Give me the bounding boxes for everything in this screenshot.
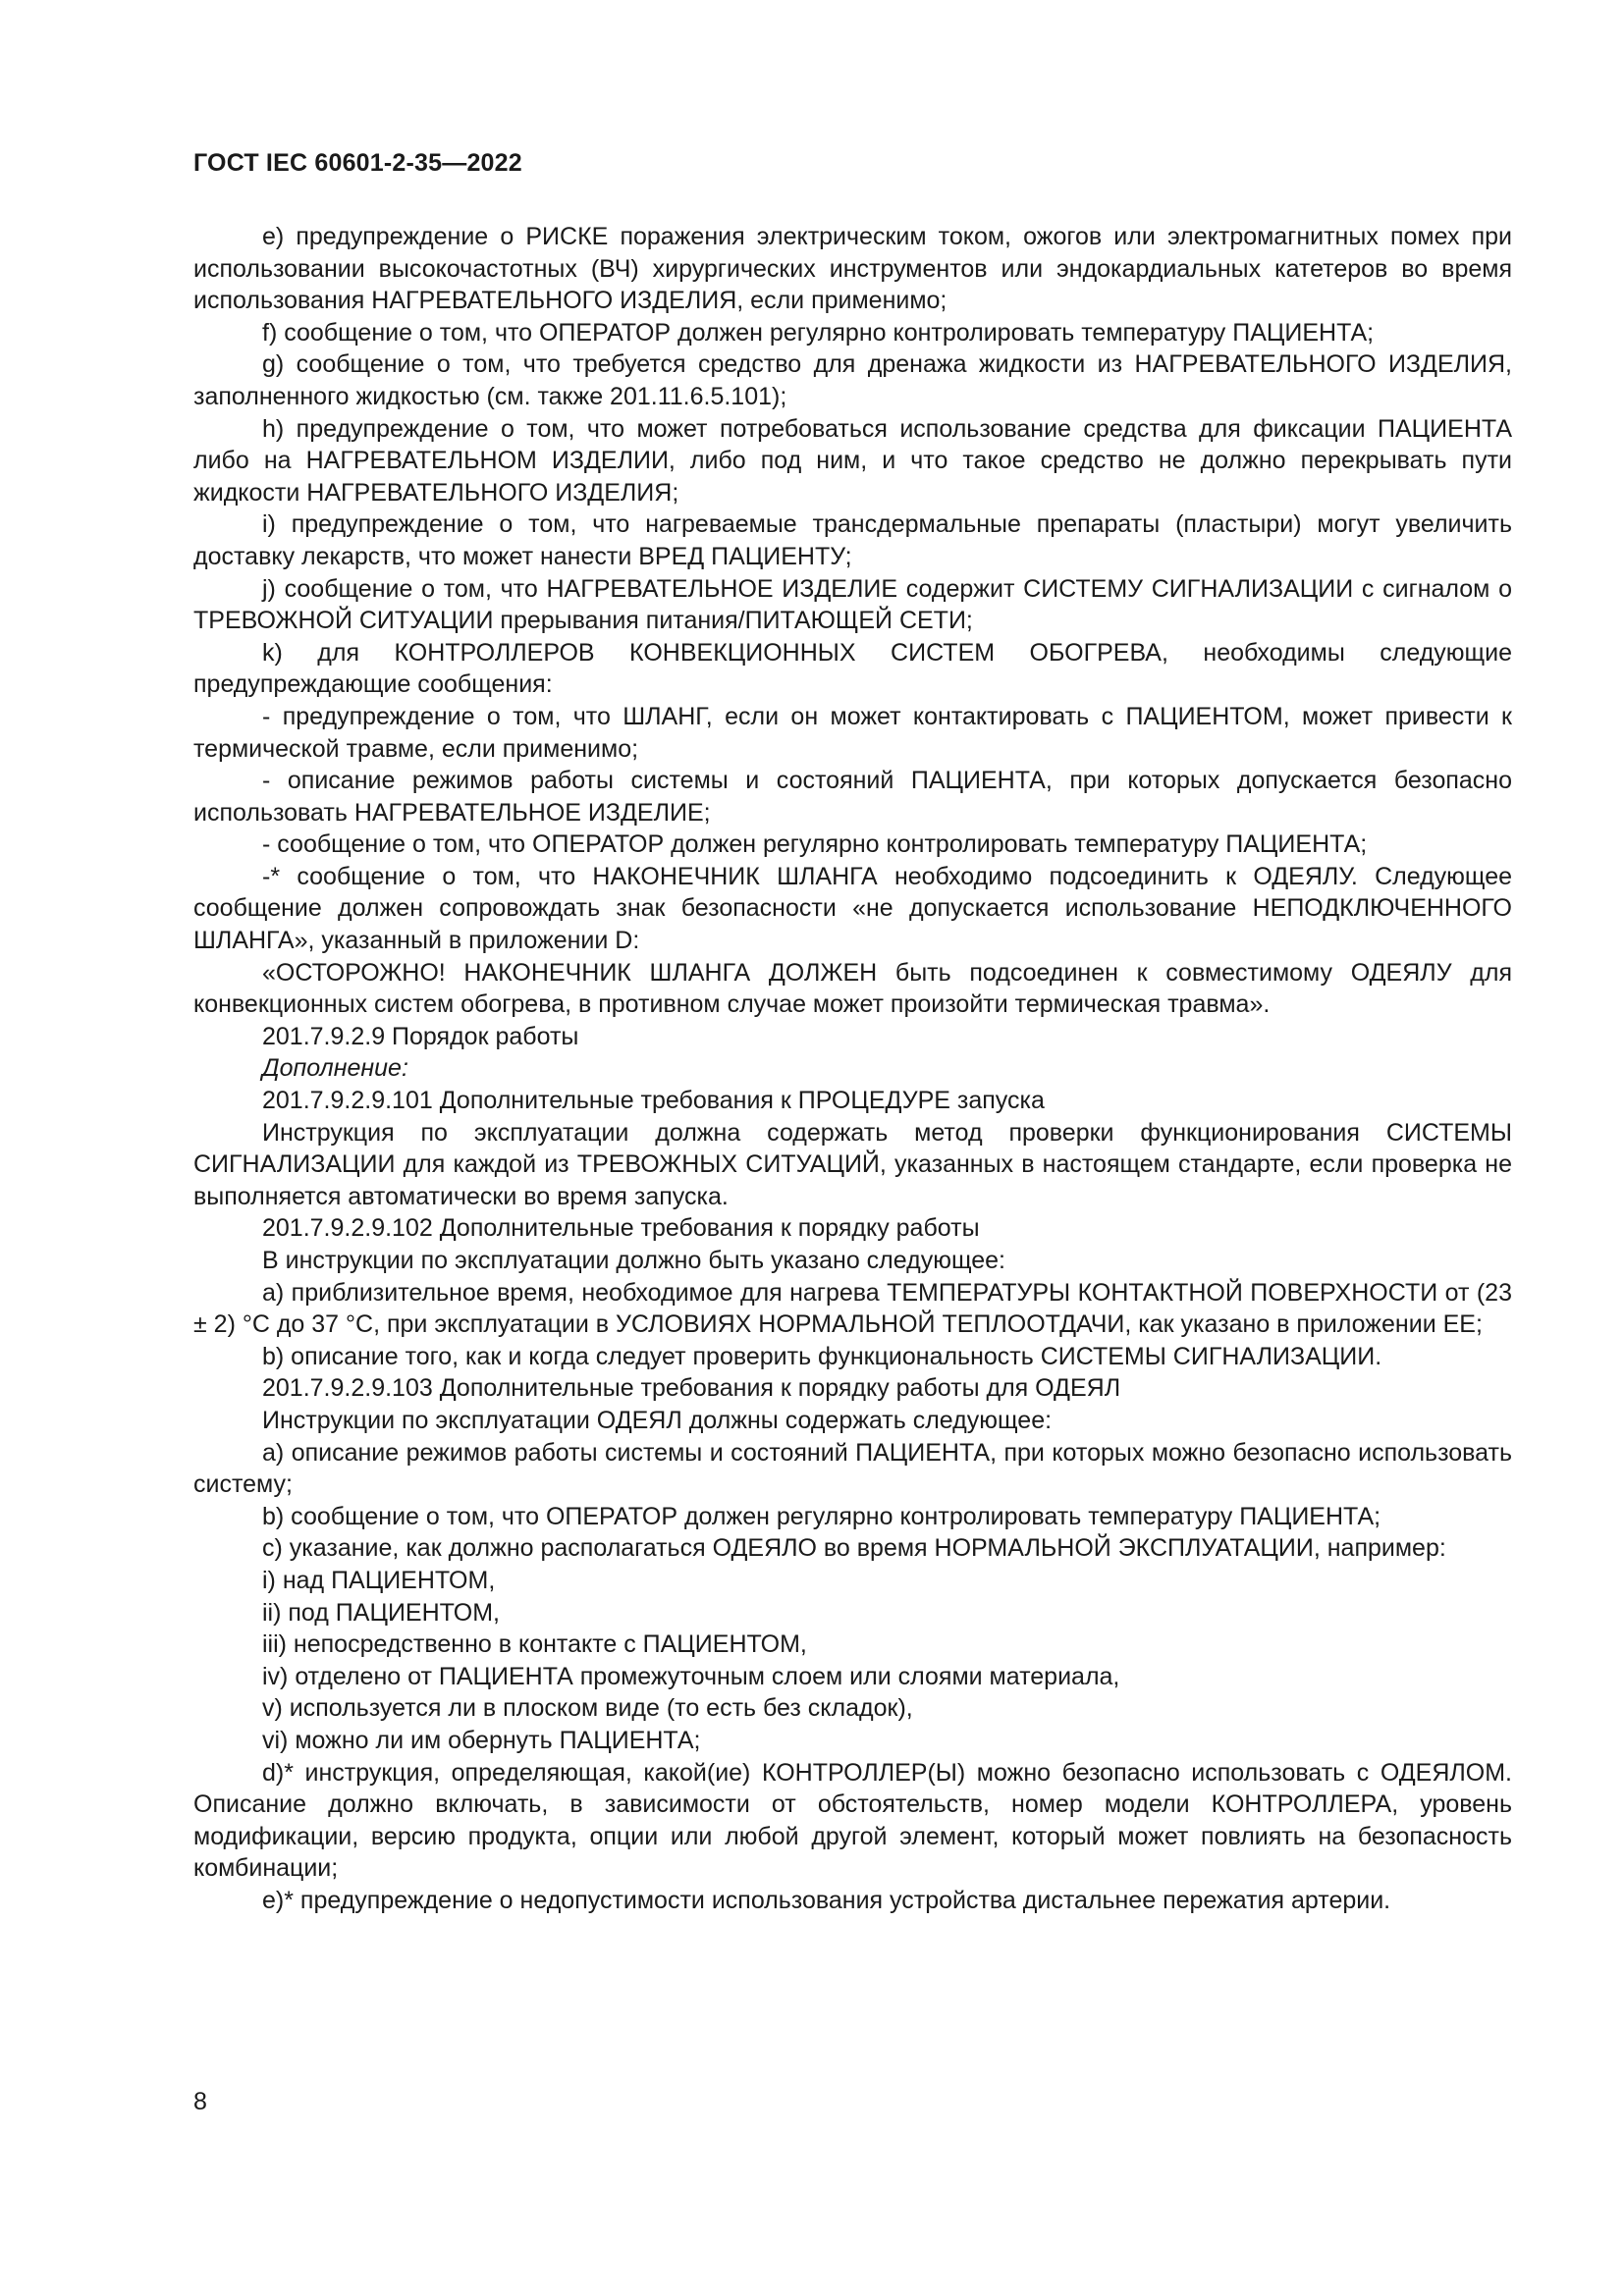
paragraph: j) сообщение о том, что НАГРЕВАТЕЛЬНОЕ ИЗДЕЛИЕ содержит СИСТЕМУ СИГНАЛИЗАЦИИ с сигналом о ТРЕВОЖНОЙ СИТУАЦИИ прерывания питания/ПИТАЮЩЕЙ СЕТИ; [193,574,1512,635]
list-item: vi) можно ли им обернуть ПАЦИЕНТА; [262,1726,701,1754]
list-item: v) используется ли в плоском виде (то есть без складок), [262,1694,913,1723]
paragraph: «ОСТОРОЖНО! НАКОНЕЧНИК ШЛАНГА ДОЛЖЕН быть подсоединен к совместимому ОДЕЯЛУ для конвекционных систем обогрева, в противном случае может произойти термическая травма». [193,958,1512,1019]
paragraph: Инструкции по эксплуатации ОДЕЯЛ должны содержать следующее: [262,1406,1053,1434]
section-heading: 201.7.9.2.9.101 Дополнительные требования к ПРОЦЕДУРЕ запуска [262,1087,1045,1115]
paragraph: h) предупреждение о том, что может потребоваться использование средства для фиксации ПАЦИЕНТА либо на НАГРЕВАТЕЛЬНОМ ИЗДЕЛИИ, либо под ним, и что такое средство не должно перекрывать пути жидкости НАГРЕВАТЕЛЬНОГО ИЗДЕЛИЯ; [193,414,1512,507]
paragraph: d)* инструкция, определяющая, какой(ие) КОНТРОЛЛЕР(Ы) можно безопасно использовать с ОДЕЯЛОМ. Описание должно включать, в зависимости от обстоятельств, номер модели КОНТРОЛЛЕРА, уровень модификации, версию продукта, опции или любой другой элемент, который может повлиять на безопасность комбинации; [193,1758,1512,1883]
list-item: iii) непосредственно в контакте с ПАЦИЕНТОМ, [262,1630,807,1659]
paragraph: -* сообщение о том, что НАКОНЕЧНИК ШЛАНГА необходимо подсоединить к ОДЕЯЛУ. Следующее сообщение должен сопровождать знак безопасности «не допускается использование НЕПОДКЛЮЧЕННОГО ШЛАНГА», указанный в приложении D: [193,862,1512,955]
paragraph: e)* предупреждение о недопустимости использования устройства дистальнее пережатия артерии. [262,1886,1391,1914]
paragraph: Инструкция по эксплуатации должна содержать метод проверки функционирования СИСТЕМЫ СИГНАЛИЗАЦИИ для каждой из ТРЕВОЖНЫХ СИТУАЦИЙ, указанных в настоящем стандарте, если проверка не выполняется автоматически во время запуска. [193,1118,1512,1210]
section-heading: 201.7.9.2.9 Порядок работы [262,1022,579,1050]
paragraph: - сообщение о том, что ОПЕРАТОР должен регулярно контролировать температуру ПАЦИЕНТА; [262,830,1368,859]
list-item: i) над ПАЦИЕНТОМ, [262,1566,496,1594]
paragraph: - предупреждение о том, что ШЛАНГ, если он может контактировать с ПАЦИЕНТОМ, может привести к термической травме, если применимо; [193,702,1512,763]
page-header-standard: ГОСТ IEC 60601-2-35—2022 [193,149,522,177]
paragraph: g) сообщение о том, что требуется средство для дренажа жидкости из НАГРЕВАТЕЛЬНОГО ИЗДЕЛИЯ, заполненного жидкостью (см. также 201.11.6.5.101); [193,350,1512,410]
paragraph: f) сообщение о том, что ОПЕРАТОР должен регулярно контролировать температуру ПАЦИЕНТА; [262,318,1375,347]
paragraph: a) приблизительное время, необходимое для нагрева ТЕМПЕРАТУРЫ КОНТАКТНОЙ ПОВЕРХНОСТИ от (23 ± 2) °С до 37 °С, при эксплуатации в УСЛОВИЯХ НОРМАЛЬНОЙ ТЕПЛООТДАЧИ, как указано в приложении ЕЕ; [193,1278,1512,1339]
paragraph: i) предупреждение о том, что нагреваемые трансдермальные препараты (пластыри) могут увеличить доставку лекарств, что может нанести ВРЕД ПАЦИЕНТУ; [193,510,1512,570]
paragraph: b) сообщение о том, что ОПЕРАТОР должен регулярно контролировать температуру ПАЦИЕНТА; [262,1502,1381,1530]
list-item: iv) отделено от ПАЦИЕНТА промежуточным слоем или слоями материала, [262,1662,1120,1690]
paragraph: e) предупреждение о РИСКЕ поражения электрическим током, ожогов или электромагнитных помех при использовании высокочастотных (ВЧ) хирургических инструментов или эндокардиальных катетеров во время использования НАГРЕВАТЕЛЬНОГО ИЗДЕЛИЯ, если применимо; [193,223,1512,315]
list-item: ii) под ПАЦИЕНТОМ, [262,1598,501,1627]
page-number: 8 [193,2088,207,2115]
section-heading: 201.7.9.2.9.102 Дополнительные требования к порядку работы [262,1214,980,1243]
paragraph: В инструкции по эксплуатации должно быть указано следующее: [262,1247,1005,1274]
paragraph: c) указание, как должно располагаться ОДЕЯЛО во время НОРМАЛЬНОЙ ЭКСПЛУАТАЦИИ, например: [262,1534,1446,1563]
paragraph: - описание режимов работы системы и состояний ПАЦИЕНТА, при которых допускается безопасно использовать НАГРЕВАТЕЛЬНОЕ ИЗДЕЛИЕ; [193,767,1512,827]
document-body [193,221,1512,1916]
paragraph: b) описание того, как и когда следует проверить функциональность СИСТЕМЫ СИГНАЛИЗАЦИИ. [262,1342,1382,1370]
addition-label: Дополнение: [262,1054,408,1083]
paragraph: a) описание режимов работы системы и состояний ПАЦИЕНТА, при которых можно безопасно использовать систему; [193,1438,1512,1499]
section-heading: 201.7.9.2.9.103 Дополнительные требования к порядку работы для ОДЕЯЛ [262,1374,1121,1403]
paragraph: k) для КОНТРОЛЛЕРОВ КОНВЕКЦИОННЫХ СИСТЕМ ОБОГРЕВА, необходимы следующие предупреждающие сообщения: [193,638,1512,699]
